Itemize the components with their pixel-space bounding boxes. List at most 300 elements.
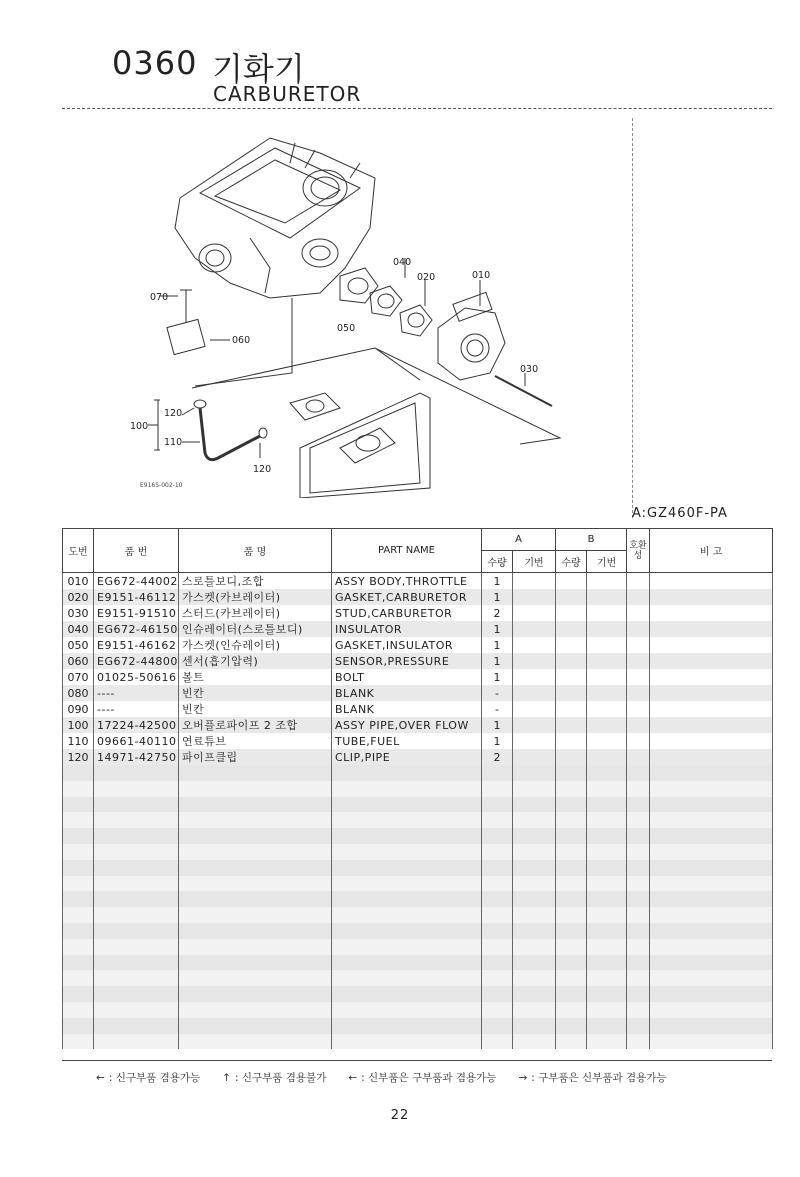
remarks-cell bbox=[650, 891, 773, 907]
name-kr-cell bbox=[179, 1002, 332, 1018]
ref-cell: 070 bbox=[63, 669, 94, 685]
table-row-empty bbox=[63, 797, 773, 813]
ref-cell: 090 bbox=[63, 701, 94, 717]
name-kr-cell: 인슈레이터(스로틀보디) bbox=[179, 621, 332, 637]
table-row-empty bbox=[63, 1018, 773, 1034]
ref-cell: 120 bbox=[63, 749, 94, 765]
a-qty-cell bbox=[482, 812, 513, 828]
table-row-empty bbox=[63, 907, 773, 923]
part-name-cell: GASKET,INSULATOR bbox=[332, 637, 482, 653]
name-kr-cell bbox=[179, 860, 332, 876]
name-kr-cell: 연료튜브 bbox=[179, 733, 332, 749]
b-code-cell bbox=[587, 1034, 627, 1050]
table-row bbox=[63, 669, 773, 685]
name-kr-cell: 가스켓(카브레이터) bbox=[179, 589, 332, 605]
ref-cell bbox=[63, 860, 94, 876]
b-qty-cell bbox=[556, 605, 587, 621]
interchange-cell bbox=[627, 876, 650, 892]
name-kr-cell bbox=[179, 986, 332, 1002]
a-qty-cell bbox=[482, 970, 513, 986]
remarks-cell bbox=[650, 907, 773, 923]
remarks-cell bbox=[650, 701, 773, 717]
col-a-qty: 수량 bbox=[482, 551, 513, 573]
ref-cell bbox=[63, 876, 94, 892]
part-no-cell: 09661-40110 bbox=[94, 733, 179, 749]
ref-cell bbox=[63, 812, 94, 828]
callout-100: 100 bbox=[130, 421, 149, 432]
part-no-cell bbox=[94, 1018, 179, 1034]
name-kr-cell bbox=[179, 1034, 332, 1050]
callout-010: 010 bbox=[472, 270, 491, 281]
a-qty-cell bbox=[482, 939, 513, 955]
a-code-cell bbox=[513, 907, 556, 923]
a-code-cell bbox=[513, 605, 556, 621]
ref-cell: 010 bbox=[63, 573, 94, 590]
part-name-cell: INSULATOR bbox=[332, 621, 482, 637]
name-kr-cell bbox=[179, 923, 332, 939]
b-code-cell bbox=[587, 844, 627, 860]
interchange-cell bbox=[627, 955, 650, 971]
a-code-cell bbox=[513, 653, 556, 669]
part-name-cell: SENSOR,PRESSURE bbox=[332, 653, 482, 669]
remarks-cell bbox=[650, 797, 773, 813]
b-qty-cell bbox=[556, 781, 587, 797]
b-code-cell bbox=[587, 1018, 627, 1034]
part-name-cell bbox=[332, 907, 482, 923]
b-code-cell bbox=[587, 923, 627, 939]
a-code-cell bbox=[513, 781, 556, 797]
table-row-empty bbox=[63, 970, 773, 986]
a-qty-cell bbox=[482, 781, 513, 797]
b-code-cell bbox=[587, 765, 627, 781]
part-name-cell bbox=[332, 986, 482, 1002]
part-name-cell: BOLT bbox=[332, 669, 482, 685]
remarks-cell bbox=[650, 970, 773, 986]
table-row bbox=[63, 653, 773, 669]
part-name-cell: BLANK bbox=[332, 685, 482, 701]
part-name-cell bbox=[332, 939, 482, 955]
interchange-cell bbox=[627, 653, 650, 669]
b-code-cell bbox=[587, 907, 627, 923]
table-row bbox=[63, 621, 773, 637]
table-row-empty bbox=[63, 939, 773, 955]
a-code-cell bbox=[513, 955, 556, 971]
interchange-cell bbox=[627, 589, 650, 605]
part-no-cell: 01025-50616 bbox=[94, 669, 179, 685]
interchange-cell bbox=[627, 573, 650, 590]
b-qty-cell bbox=[556, 653, 587, 669]
ref-cell bbox=[63, 1002, 94, 1018]
part-name-cell: STUD,CARBURETOR bbox=[332, 605, 482, 621]
b-qty-cell bbox=[556, 939, 587, 955]
table-row-empty bbox=[63, 986, 773, 1002]
interchange-cell bbox=[627, 605, 650, 621]
figure-id: E9165-002-10 bbox=[140, 482, 183, 489]
part-name-cell: ASSY BODY,THROTTLE bbox=[332, 573, 482, 590]
a-code-cell bbox=[513, 749, 556, 765]
interchange-cell bbox=[627, 781, 650, 797]
b-code-cell bbox=[587, 939, 627, 955]
ref-cell: 100 bbox=[63, 717, 94, 733]
table-row bbox=[63, 749, 773, 765]
b-code-cell bbox=[587, 970, 627, 986]
ref-cell bbox=[63, 891, 94, 907]
ref-cell: 110 bbox=[63, 733, 94, 749]
a-code-cell bbox=[513, 589, 556, 605]
part-name-cell: GASKET,CARBURETOR bbox=[332, 589, 482, 605]
part-name-cell bbox=[332, 812, 482, 828]
name-kr-cell: 스로틀보디,조합 bbox=[179, 573, 332, 590]
remarks-cell bbox=[650, 986, 773, 1002]
col-name-kr: 품 명 bbox=[179, 529, 332, 573]
part-name-cell bbox=[332, 765, 482, 781]
table-row-empty bbox=[63, 860, 773, 876]
name-kr-cell bbox=[179, 781, 332, 797]
col-part-name: PART NAME bbox=[332, 529, 482, 573]
interchange-cell bbox=[627, 812, 650, 828]
a-code-cell bbox=[513, 844, 556, 860]
col-b-code: 기번 bbox=[587, 551, 627, 573]
interchange-cell bbox=[627, 717, 650, 733]
interchange-cell bbox=[627, 637, 650, 653]
b-qty-cell bbox=[556, 669, 587, 685]
b-qty-cell bbox=[556, 749, 587, 765]
a-code-cell bbox=[513, 891, 556, 907]
a-qty-cell bbox=[482, 1018, 513, 1034]
part-no-cell bbox=[94, 923, 179, 939]
part-name-cell bbox=[332, 781, 482, 797]
table-row bbox=[63, 573, 773, 590]
interchange-cell bbox=[627, 685, 650, 701]
name-kr-cell: 파이프클립 bbox=[179, 749, 332, 765]
remarks-cell bbox=[650, 669, 773, 685]
callout-030: 030 bbox=[520, 364, 539, 375]
section-title-english: CARBURETOR bbox=[213, 82, 362, 106]
table-row bbox=[63, 717, 773, 733]
pressure-sensor-drawing bbox=[167, 319, 205, 354]
name-kr-cell bbox=[179, 844, 332, 860]
callout-050: 050 bbox=[337, 323, 356, 334]
part-name-cell bbox=[332, 797, 482, 813]
callout-120-top: 120 bbox=[164, 408, 183, 419]
name-kr-cell bbox=[179, 765, 332, 781]
name-kr-cell: 가스켓(인슈레이터) bbox=[179, 637, 332, 653]
b-qty-cell bbox=[556, 955, 587, 971]
a-code-cell bbox=[513, 1018, 556, 1034]
b-qty-cell bbox=[556, 573, 587, 590]
b-qty-cell bbox=[556, 891, 587, 907]
part-name-cell bbox=[332, 891, 482, 907]
a-qty-cell bbox=[482, 923, 513, 939]
b-qty-cell bbox=[556, 685, 587, 701]
table-row-empty bbox=[63, 828, 773, 844]
a-code-cell bbox=[513, 970, 556, 986]
part-no-cell bbox=[94, 891, 179, 907]
name-kr-cell: 오버플로파이프 2 조합 bbox=[179, 717, 332, 733]
model-label: A:GZ460F-PA bbox=[632, 506, 728, 521]
col-group-b: B bbox=[556, 529, 627, 551]
part-no-cell bbox=[94, 828, 179, 844]
header-divider bbox=[62, 108, 772, 109]
table-row-empty bbox=[63, 891, 773, 907]
a-code-cell bbox=[513, 637, 556, 653]
ref-cell bbox=[63, 986, 94, 1002]
b-code-cell bbox=[587, 669, 627, 685]
a-code-cell bbox=[513, 812, 556, 828]
b-code-cell bbox=[587, 717, 627, 733]
part-no-cell bbox=[94, 1034, 179, 1050]
table-row bbox=[63, 733, 773, 749]
col-ref: 도번 bbox=[63, 529, 94, 573]
gasket-carburetor-drawing bbox=[400, 305, 432, 336]
table-row-empty bbox=[63, 955, 773, 971]
part-no-cell: 17224-42500 bbox=[94, 717, 179, 733]
col-remarks: 비 고 bbox=[650, 529, 773, 573]
b-qty-cell bbox=[556, 1034, 587, 1050]
name-kr-cell: 센서(흡기압력) bbox=[179, 653, 332, 669]
remarks-cell bbox=[650, 749, 773, 765]
remarks-cell bbox=[650, 765, 773, 781]
part-no-cell bbox=[94, 1002, 179, 1018]
b-qty-cell bbox=[556, 970, 587, 986]
part-no-cell: EG672-46150 bbox=[94, 621, 179, 637]
table-row bbox=[63, 605, 773, 621]
interchange-cell bbox=[627, 621, 650, 637]
ref-cell bbox=[63, 955, 94, 971]
ref-cell bbox=[63, 781, 94, 797]
a-qty-cell bbox=[482, 797, 513, 813]
b-code-cell bbox=[587, 812, 627, 828]
a-code-cell bbox=[513, 733, 556, 749]
table-row bbox=[63, 701, 773, 717]
b-qty-cell bbox=[556, 765, 587, 781]
a-qty-cell: 1 bbox=[482, 573, 513, 590]
a-qty-cell: 1 bbox=[482, 621, 513, 637]
callout-060: 060 bbox=[232, 335, 251, 346]
a-code-cell bbox=[513, 701, 556, 717]
b-code-cell bbox=[587, 891, 627, 907]
b-code-cell bbox=[587, 986, 627, 1002]
interchange-cell bbox=[627, 765, 650, 781]
a-code-cell bbox=[513, 797, 556, 813]
a-code-cell bbox=[513, 669, 556, 685]
b-qty-cell bbox=[556, 860, 587, 876]
a-qty-cell bbox=[482, 955, 513, 971]
a-qty-cell bbox=[482, 1002, 513, 1018]
legend-item: ← : 신부품은 구부품과 겸용가능 bbox=[348, 1072, 497, 1084]
part-no-cell: EG672-44002 bbox=[94, 573, 179, 590]
a-qty-cell bbox=[482, 907, 513, 923]
b-code-cell bbox=[587, 860, 627, 876]
part-no-cell: ---- bbox=[94, 701, 179, 717]
b-code-cell bbox=[587, 589, 627, 605]
callout-040: 040 bbox=[393, 257, 412, 268]
page-number: 22 bbox=[390, 1108, 410, 1123]
table-row-empty bbox=[63, 923, 773, 939]
interchange-cell bbox=[627, 1002, 650, 1018]
table-row-empty bbox=[63, 1034, 773, 1050]
interchange-cell bbox=[627, 733, 650, 749]
interchange-cell bbox=[627, 986, 650, 1002]
name-kr-cell bbox=[179, 891, 332, 907]
fuel-tank-cover-drawing bbox=[300, 393, 430, 498]
a-code-cell bbox=[513, 717, 556, 733]
legend-item: → : 구부품은 신부품과 겸용가능 bbox=[518, 1072, 667, 1084]
ref-cell bbox=[63, 1034, 94, 1050]
col-a-code: 기번 bbox=[513, 551, 556, 573]
interchange-cell bbox=[627, 844, 650, 860]
remarks-cell bbox=[650, 939, 773, 955]
section-title-korean: 기화기 bbox=[212, 50, 305, 88]
a-code-cell bbox=[513, 876, 556, 892]
a-code-cell bbox=[513, 573, 556, 590]
interchange-cell bbox=[627, 860, 650, 876]
b-code-cell bbox=[587, 797, 627, 813]
a-code-cell bbox=[513, 828, 556, 844]
remarks-cell bbox=[650, 923, 773, 939]
ref-cell: 020 bbox=[63, 589, 94, 605]
interchange-cell bbox=[627, 939, 650, 955]
part-no-cell: E9151-46162 bbox=[94, 637, 179, 653]
a-code-cell bbox=[513, 1034, 556, 1050]
remarks-cell bbox=[650, 637, 773, 653]
part-name-cell: ASSY PIPE,OVER FLOW bbox=[332, 717, 482, 733]
remarks-cell bbox=[650, 860, 773, 876]
b-code-cell bbox=[587, 573, 627, 590]
name-kr-cell bbox=[179, 876, 332, 892]
table-row-empty bbox=[63, 765, 773, 781]
ref-cell: 050 bbox=[63, 637, 94, 653]
legend bbox=[96, 1070, 667, 1085]
b-code-cell bbox=[587, 1002, 627, 1018]
a-qty-cell bbox=[482, 860, 513, 876]
ref-cell bbox=[63, 939, 94, 955]
a-qty-cell bbox=[482, 1034, 513, 1050]
callout-110: 110 bbox=[164, 437, 183, 448]
remarks-cell bbox=[650, 828, 773, 844]
stud-drawing bbox=[495, 376, 552, 406]
interchange-cell bbox=[627, 970, 650, 986]
a-qty-cell: - bbox=[482, 685, 513, 701]
part-no-cell bbox=[94, 955, 179, 971]
part-no-cell: EG672-44800 bbox=[94, 653, 179, 669]
b-code-cell bbox=[587, 701, 627, 717]
part-no-cell bbox=[94, 765, 179, 781]
a-qty-cell: 2 bbox=[482, 605, 513, 621]
ref-cell bbox=[63, 970, 94, 986]
part-name-cell bbox=[332, 860, 482, 876]
table-row-empty bbox=[63, 876, 773, 892]
a-qty-cell bbox=[482, 986, 513, 1002]
a-qty-cell: 1 bbox=[482, 669, 513, 685]
name-kr-cell bbox=[179, 812, 332, 828]
a-qty-cell: - bbox=[482, 701, 513, 717]
name-kr-cell bbox=[179, 828, 332, 844]
interchange-cell bbox=[627, 669, 650, 685]
ref-cell bbox=[63, 1018, 94, 1034]
ref-cell: 030 bbox=[63, 605, 94, 621]
interchange-cell bbox=[627, 907, 650, 923]
b-qty-cell bbox=[556, 797, 587, 813]
ref-cell bbox=[63, 828, 94, 844]
a-qty-cell bbox=[482, 828, 513, 844]
interchange-cell bbox=[627, 828, 650, 844]
interchange-cell bbox=[627, 797, 650, 813]
a-code-cell bbox=[513, 1002, 556, 1018]
part-name-cell bbox=[332, 970, 482, 986]
remarks-cell bbox=[650, 717, 773, 733]
name-kr-cell bbox=[179, 955, 332, 971]
part-no-cell bbox=[94, 939, 179, 955]
a-qty-cell bbox=[482, 765, 513, 781]
part-no-cell bbox=[94, 781, 179, 797]
parts-table bbox=[62, 528, 773, 1049]
table-row-empty bbox=[63, 812, 773, 828]
remarks-cell bbox=[650, 621, 773, 637]
col-b-qty: 수량 bbox=[556, 551, 587, 573]
a-code-cell bbox=[513, 923, 556, 939]
section-code: 0360 bbox=[112, 44, 198, 82]
remarks-cell bbox=[650, 733, 773, 749]
b-qty-cell bbox=[556, 589, 587, 605]
part-name-cell bbox=[332, 828, 482, 844]
part-name-cell bbox=[332, 1002, 482, 1018]
ref-cell bbox=[63, 765, 94, 781]
b-qty-cell bbox=[556, 812, 587, 828]
part-name-cell: BLANK bbox=[332, 701, 482, 717]
b-qty-cell bbox=[556, 828, 587, 844]
insulator-drawing bbox=[340, 268, 378, 303]
ref-cell: 060 bbox=[63, 653, 94, 669]
b-code-cell bbox=[587, 653, 627, 669]
overflow-pipe-drawing bbox=[200, 408, 260, 460]
a-qty-cell: 1 bbox=[482, 733, 513, 749]
interchange-cell bbox=[627, 701, 650, 717]
b-qty-cell bbox=[556, 701, 587, 717]
remarks-cell bbox=[650, 685, 773, 701]
part-no-cell bbox=[94, 876, 179, 892]
b-code-cell bbox=[587, 685, 627, 701]
col-group-a: A bbox=[482, 529, 556, 551]
a-code-cell bbox=[513, 621, 556, 637]
ref-cell: 080 bbox=[63, 685, 94, 701]
a-qty-cell bbox=[482, 891, 513, 907]
a-qty-cell: 1 bbox=[482, 717, 513, 733]
a-qty-cell bbox=[482, 844, 513, 860]
name-kr-cell: 빈칸 bbox=[179, 685, 332, 701]
part-no-cell: E9151-46112 bbox=[94, 589, 179, 605]
ref-cell bbox=[63, 907, 94, 923]
table-row bbox=[63, 637, 773, 653]
b-qty-cell bbox=[556, 637, 587, 653]
table-row-empty bbox=[63, 781, 773, 797]
b-qty-cell bbox=[556, 986, 587, 1002]
interchange-cell bbox=[627, 891, 650, 907]
interchange-cell bbox=[627, 749, 650, 765]
b-code-cell bbox=[587, 828, 627, 844]
legend-item: ↑ : 신구부품 겸용불가 bbox=[222, 1072, 327, 1084]
remarks-cell bbox=[650, 1034, 773, 1050]
b-code-cell bbox=[587, 781, 627, 797]
col-part-no: 품 번 bbox=[94, 529, 179, 573]
b-code-cell bbox=[587, 637, 627, 653]
ref-cell bbox=[63, 923, 94, 939]
table-row bbox=[63, 685, 773, 701]
part-name-cell bbox=[332, 1018, 482, 1034]
a-qty-cell: 1 bbox=[482, 653, 513, 669]
b-qty-cell bbox=[556, 923, 587, 939]
remarks-cell bbox=[650, 812, 773, 828]
